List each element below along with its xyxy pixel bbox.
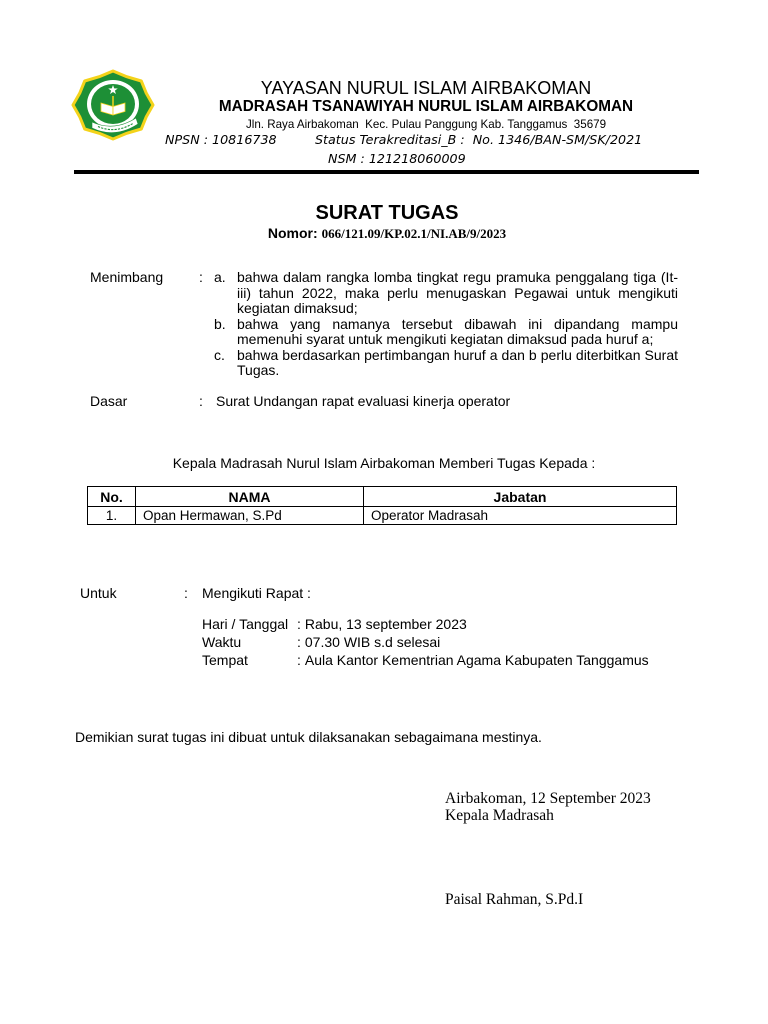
detail-value: Rabu, 13 september 2023 [304, 616, 467, 632]
list-item [214, 270, 678, 317]
nsm-number: NSM : 121218060009 [328, 151, 466, 166]
letterhead-divider [74, 170, 699, 174]
letter-number-label: Nomor: [267, 225, 318, 241]
letter-number [187, 225, 587, 242]
list-item [214, 348, 678, 379]
purpose-label: Untuk [80, 585, 117, 601]
detail-label: Tempat [202, 652, 248, 668]
list-item-text: bahwa berdasarkan pertimbangan huruf a dan b perlu diterbitkan Surat Tugas. [237, 346, 678, 378]
cell-name: Opan Hermawan, S.Pd [136, 507, 364, 525]
list-marker: c. [214, 346, 225, 363]
purpose-text: Mengikuti Rapat : [202, 585, 311, 601]
school-emblem-icon [70, 68, 156, 142]
column-header-position: Jabatan [364, 487, 677, 507]
signature-name: Paisal Rahman, S.Pd.I [445, 891, 584, 908]
school-name: MADRASAH TSANAWIYAH NURUL ISLAM AIRBAKOMAN [218, 98, 634, 115]
column-header-name: NAMA [136, 487, 364, 507]
detail-value: 07.30 WIB s.d selesai [304, 634, 441, 650]
list-marker: b. [214, 315, 226, 332]
list-item-text: bahwa dalam rangka lomba tingkat regu pramuka penggalang tiga (It-iii) tahun 2022, maka perlu menugaskan Pegawai untuk mengikuti kegiatan dimaksud; [237, 269, 678, 316]
detail-row-date [202, 615, 649, 633]
table-header-row [88, 487, 677, 507]
table-row [88, 507, 677, 525]
assignees-table [87, 486, 677, 525]
basis-label: Dasar [90, 393, 128, 409]
signature-position: Kepala Madrasah [445, 807, 554, 824]
basis-separator: : [199, 393, 203, 409]
detail-separator: : [297, 634, 301, 650]
considering-label: Menimbang [90, 269, 164, 285]
foundation-name: YAYASAN NURUL ISLAM AIRBAKOMAN [260, 78, 592, 98]
detail-row-place [202, 651, 649, 669]
closing-statement: Demikian surat tugas ini dibuat untuk dilaksanakan sebagaimana mestinya. [75, 729, 542, 745]
assignment-intro: Kepala Madrasah Nurul Islam Airbakoman Memberi Tugas Kepada : [172, 455, 596, 471]
meeting-details [202, 615, 649, 669]
cell-position: Operator Madrasah [364, 507, 677, 525]
cell-no: 1. [88, 507, 136, 525]
letter-title: SURAT TUGAS [315, 202, 459, 224]
considering-separator: : [199, 269, 203, 285]
detail-label: Waktu [202, 634, 242, 650]
letter-number-value: 066/121.09/KP.02.1/NI.AB/9/2023 [321, 226, 507, 241]
signature-block [445, 790, 651, 824]
detail-value: Aula Kantor Kementrian Agama Kabupaten Tanggamus [304, 652, 649, 668]
considering-list [214, 270, 678, 379]
purpose-separator: : [184, 585, 188, 601]
accreditation-status: Status Terakreditasi_B : No. 1346/BAN-SM/SK/2021 [315, 132, 643, 147]
detail-separator: : [297, 652, 301, 668]
detail-separator: : [297, 616, 301, 632]
list-item [214, 317, 678, 348]
detail-label: Hari / Tanggal [202, 616, 289, 632]
signature-place-date: Airbakoman, 12 September 2023 [445, 790, 651, 807]
school-emblem-svg [70, 68, 156, 142]
basis-text: Surat Undangan rapat evaluasi kinerja operator [216, 393, 511, 409]
column-header-no: No. [88, 487, 136, 507]
list-marker: a. [214, 269, 226, 285]
npsn-number: NPSN : 10816738 [165, 132, 277, 147]
school-address: Jln. Raya Airbakoman Kec. Pulau Panggung Kab. Tanggamus 35679 [245, 118, 607, 131]
detail-row-time [202, 633, 649, 651]
list-item-text: bahwa yang namanya tersebut dibawah ini dipandang mampu memenuhi syarat untuk mengikuti kegiatan dimaksud pada huruf a; [237, 315, 678, 347]
